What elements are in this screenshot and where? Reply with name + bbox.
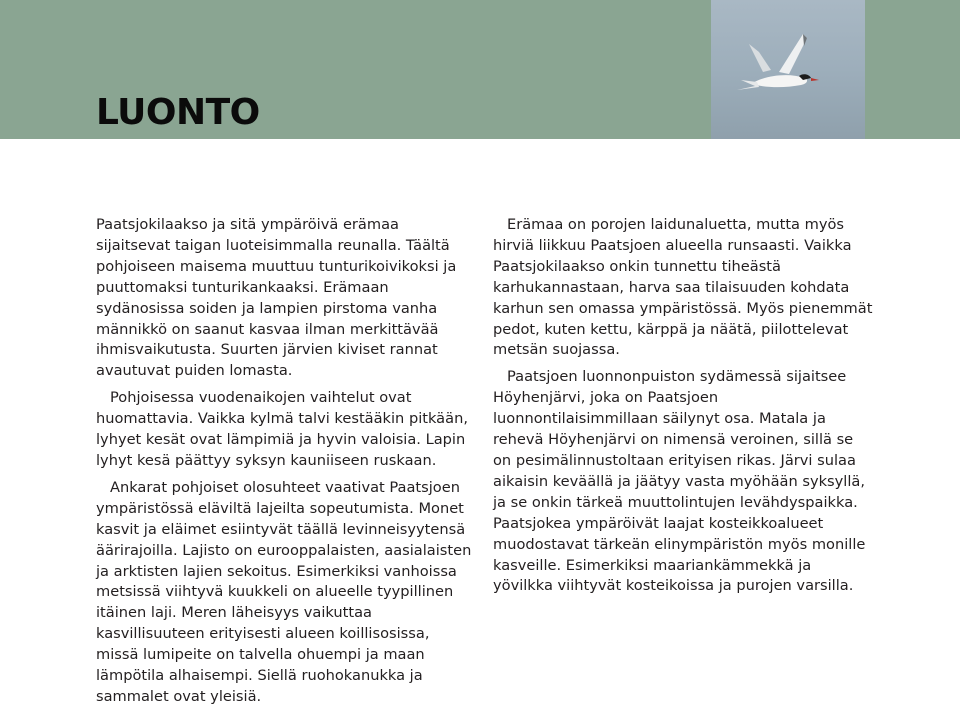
left-paragraph-3: Ankarat pohjoiset olosuhteet vaativat Paatsjoen ympäristössä eläviltä lajeilta sopeutumista. Monet kasvit ja eläimet esiintyvät täällä levinneisyytensä äärirajoilla. Lajisto on eurooppalaisten, aasialaisten ja arktisten lajien sekoitus. Esimerkiksi vanhoissa metsissä viihtyvä kuukkeli on alueelle tyypillinen itäinen laji. Meren läheisyys vaikuttaa kasvillisuuteen erityisesti alueen koillisosissa, missä lumipeite on talvella ohuempi ja maan lämpötila alhaisempi. Siellä ruohokanukka ja sammalet ovat yleisiä. (96, 478, 472, 705)
left-column (96, 215, 476, 708)
right-paragraph-1: Erämaa on porojen laidunaluetta, mutta myös hirviä liikkuu Paatsjoen alueella runsaasti. Vaikka Paatsjokilaakso onkin tunnettu tiheästä karhukannastaan, harva saa tilaisuuden kohdata karhun sen omassa ympäristössä. Myös pienemmät pedot, kuten kettu, kärppä ja näätä, piilottelevat metsän suojassa. (493, 216, 873, 359)
tern-photo (711, 0, 865, 139)
left-paragraph-1: Paatsjokilaakso ja sitä ympäröivä erämaa sijaitsevat taigan luoteisimmalla reunalla. Täältä pohjoiseen maisema muuttuu tunturikoivikoksi ja puuttomaksi tunturikankaaksi. Erämaan sydänosissa soiden ja lampien pirstoma vanha männikkö on saanut kasvaa ilman merkittävää ihmisvaikutusta. Suurten järvien kiviset rannat avautuvat puiden lomasta. (96, 216, 457, 380)
right-column (493, 215, 873, 597)
page-title: LUONTO (96, 92, 260, 133)
left-paragraph-2: Pohjoisessa vuodenaikojen vaihtelut ovat huomattavia. Vaikka kylmä talvi kestääkin pitkään, lyhyet kesät ovat lämpimiä ja hyvin valoisia. Lapin lyhyt kesä päättyy syksyn kauniiseen ruskaan. (96, 389, 468, 469)
right-paragraph-2: Paatsjoen luonnonpuiston sydämessä sijaitsee Höyhenjärvi, joka on Paatsjoen luonnontilaisimmillaan säilynyt osa. Matala ja rehevä Höyhenjärvi on nimensä veroinen, sillä se on pesimälinnustoltaan erityisen rikas. Järvi sulaa aikaisin keväällä ja jäätyy vasta myöhään syksyllä, ja se onkin tärkeä muuttolintujen levähdyspaikka. Paatsjokea ympäröivät laajat kosteikkoalueet muodostavat tärkeän elinympäristön myös monille kasveille. Esimerkiksi maariankämmekkä ja yövilkka viihtyvät kosteikoissa ja purojen varsilla. (493, 368, 866, 595)
